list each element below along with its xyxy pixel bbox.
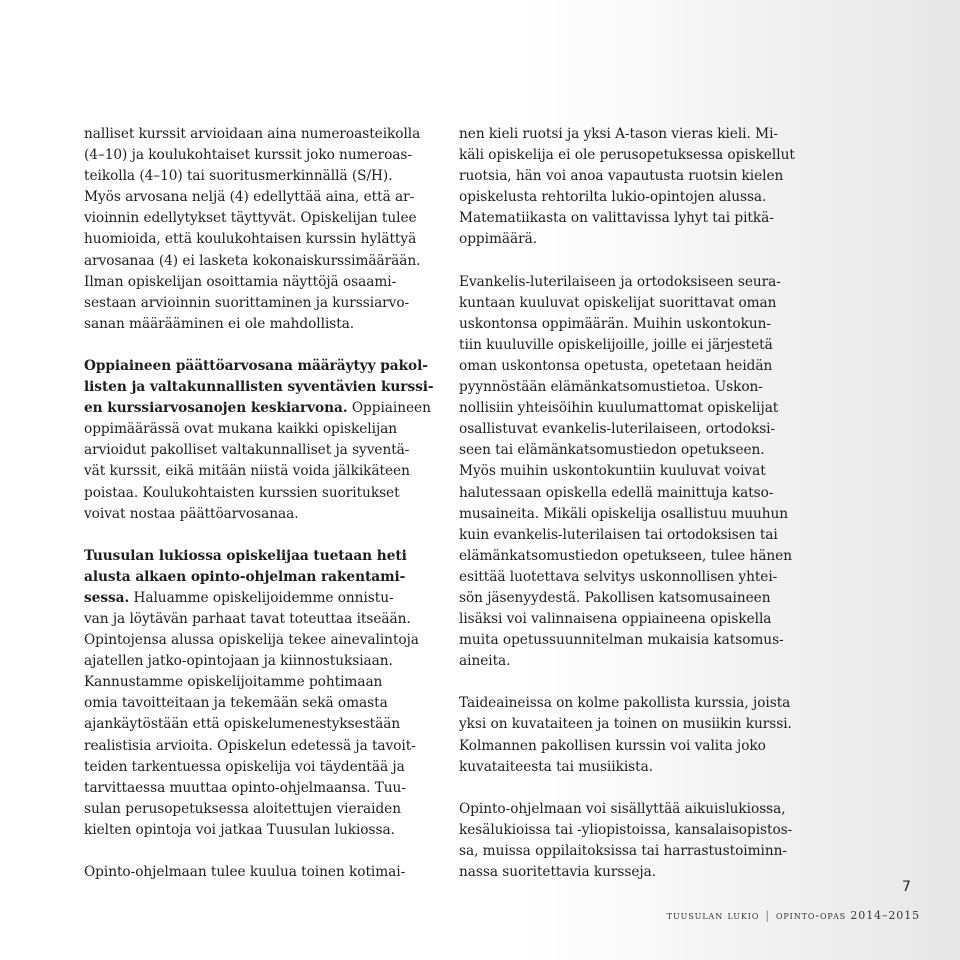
text-line: teikolla (4–10) tai suoritusmerkinnällä (S/H). bbox=[84, 168, 393, 185]
text-line: sa, muissa oppilaitoksissa tai harrastustoiminn- bbox=[459, 842, 787, 859]
footer-divider: | bbox=[765, 909, 770, 922]
lead-text: sessa. bbox=[84, 589, 130, 606]
text-line: Myös muihin uskontokuntiin kuuluvat voivat bbox=[459, 463, 766, 480]
text-line bbox=[84, 588, 418, 609]
text-line: seen tai elämänkatsomustiedon opetukseen. bbox=[459, 442, 765, 459]
text-line: Kolmannen pakollisen kurssin voi valita joko bbox=[459, 737, 766, 754]
text-line: kielten opintoja voi jatkaa Tuusulan lukiossa. bbox=[84, 821, 395, 838]
text-line: Opinto-ohjelmaan voi sisällyttää aikuislukiossa, bbox=[459, 800, 786, 817]
text-line: ajankäytöstään että opiskelumenestyksestään bbox=[84, 716, 401, 733]
lead-line: Oppiaineen päättöarvosana määräytyy pakol- bbox=[84, 357, 428, 374]
text-line: muita opetussuunnitelman mukaisia katsomus- bbox=[459, 632, 784, 649]
text-line: omia tavoitteitaan ja tekemään sekä omasta bbox=[84, 695, 388, 712]
text-line: oppimäärässä ovat mukana kaikki opiskelijan bbox=[84, 421, 398, 438]
text-line: oman uskontonsa opetusta, opetetaan heidän bbox=[459, 357, 773, 374]
text-line: nassa suoritettavia kursseja. bbox=[459, 864, 657, 880]
left-text-column bbox=[84, 124, 434, 883]
lead-text: en kurssiarvosanojen keskiarvona. bbox=[84, 400, 348, 417]
text-line: kesälukioissa tai -yliopistoissa, kansalaisopistos- bbox=[459, 821, 793, 838]
text-line: esittää luotettava selvitys uskonnollisen yhtei- bbox=[459, 568, 778, 585]
footer-guide-title: opinto-opas 2014–2015 bbox=[775, 909, 920, 922]
text-line: van ja löytävän parhaat tavat toteuttaa itseään. bbox=[84, 610, 411, 627]
text-line: teiden tarkentuessa opiskelija voi täydentää ja bbox=[84, 758, 405, 775]
text-line: kuvataiteesta tai musiikista. bbox=[459, 758, 653, 775]
text-line: uskontonsa oppimäärän. Muihin uskontokun- bbox=[459, 315, 771, 332]
text-line: pyynnöstään elämänkatsomustietoa. Uskon- bbox=[459, 379, 763, 396]
lead-line: listen ja valtakunnallisten syventävien kurssi- bbox=[84, 379, 434, 396]
text-line: Evankelis-luterilaiseen ja ortodoksiseen seura- bbox=[459, 273, 781, 290]
text-line: sön jäsenyydestä. Pakollisen katsomusaineen bbox=[459, 589, 771, 606]
text-line: arvosanaa (4) ei lasketa kokonaiskurssimäärään. bbox=[84, 252, 421, 269]
text-line: halutessaan opiskella edellä mainittuja katso- bbox=[459, 484, 774, 501]
text-line: tarvittaessa muuttaa opinto-ohjelmaansa. Tuu- bbox=[84, 779, 406, 796]
text-line: Myös arvosana neljä (4) edellyttää aina, että ar- bbox=[84, 189, 415, 206]
text-line: nollisiin yhteisöihin kuulumattomat opiskelijat bbox=[459, 400, 779, 417]
right-text-column bbox=[459, 124, 793, 883]
text-line: ajatellen jatko-opintojaan ja kiinnostuksiaan. bbox=[84, 653, 393, 670]
text-line: elämänkatsomustiedon opetukseen, tulee hänen bbox=[459, 547, 792, 564]
paragraph-student-support bbox=[84, 546, 418, 841]
body-text: Haluamme opiskelijoidemme onnistu- bbox=[129, 589, 394, 606]
text-line: poistaa. Koulukohtaisten kurssien suoritukset bbox=[84, 484, 400, 501]
page-number: 7 bbox=[902, 879, 911, 895]
text-line: oppimäärä. bbox=[459, 231, 537, 248]
text-line: sanan määrääminen ei ole mahdollista. bbox=[84, 315, 355, 332]
text-line: Opintojensa alussa opiskelija tekee ainevalintoja bbox=[84, 632, 419, 649]
text-line: käli opiskelija ei ole perusopetuksessa opiskellut bbox=[459, 147, 795, 164]
text-line: nen kieli ruotsi ja yksi A-tason vieras kieli. Mi- bbox=[459, 126, 778, 142]
running-footer bbox=[667, 909, 920, 922]
text-line: voivat nostaa päättöarvosanaa. bbox=[84, 505, 299, 522]
text-line: nalliset kurssit arvioidaan aina numeroasteikolla bbox=[84, 126, 421, 142]
footer-school-name: tuusulan lukio bbox=[666, 909, 760, 922]
text-line: Taideaineissa on kolme pakollista kurssia, joista bbox=[459, 695, 791, 712]
text-line: arvioidut pakolliset valtakunnalliset ja syventä- bbox=[84, 442, 410, 459]
text-line: kuin evankelis-luterilaisen tai ortodoksisen tai bbox=[459, 526, 778, 543]
text-line: sestaan arvioinnin suorittaminen ja kurssiarvo- bbox=[84, 294, 410, 311]
text-line: Ilman opiskelijan osoittamia näyttöjä osaami- bbox=[84, 273, 397, 290]
paragraph-other-studies bbox=[459, 799, 793, 883]
text-line: realistisia arvioita. Opiskelun edetessä ja tavoit- bbox=[84, 737, 416, 754]
paragraph-final-grade bbox=[84, 356, 434, 525]
text-line: tiin kuuluville opiskelijoille, joille ei järjestetä bbox=[459, 336, 773, 353]
text-line: vioinnin edellytykset täyttyvät. Opiskelijan tulee bbox=[84, 210, 417, 227]
paragraph-grading bbox=[84, 124, 421, 335]
text-line: Kannustamme opiskelijoitamme pohtimaan bbox=[84, 674, 383, 691]
paragraph-languages-continued bbox=[459, 124, 793, 251]
body-text: Oppiaineen bbox=[347, 400, 431, 417]
text-line: huomioida, että koulukohtaisen kurssin hylättyä bbox=[84, 231, 417, 248]
text-line: Opinto-ohjelmaan tulee kuulua toinen kotimai- bbox=[84, 864, 406, 880]
text-line: ruotsia, hän voi anoa vapautusta ruotsin kielen bbox=[459, 168, 784, 185]
text-line: kuntaan kuuluvat opiskelijat suorittavat oman bbox=[459, 294, 777, 311]
paragraph-arts bbox=[459, 693, 793, 777]
paragraph-religion bbox=[459, 272, 793, 673]
paragraph-languages bbox=[84, 862, 418, 883]
text-line: aineita. bbox=[459, 653, 511, 670]
lead-line: Tuusulan lukiossa opiskelijaa tuetaan heti bbox=[84, 547, 407, 564]
text-line: vät kurssit, eikä mitään niistä voida jälkikäteen bbox=[84, 463, 410, 480]
lead-line: alusta alkaen opinto-ohjelman rakentami- bbox=[84, 568, 406, 585]
text-line: opiskelusta rehtorilta lukio-opintojen alussa. bbox=[459, 189, 767, 206]
text-line: osallistuvat evankelis-luterilaiseen, ortodoksi- bbox=[459, 421, 776, 438]
text-line: (4–10) ja koulukohtaiset kurssit joko numeroas- bbox=[84, 147, 412, 164]
text-line: yksi on kuvataiteen ja toinen on musiikin kurssi. bbox=[459, 716, 792, 733]
text-line: sulan perusopetuksessa aloitettujen vieraiden bbox=[84, 800, 401, 817]
text-line: musaineita. Mikäli opiskelija osallistuu muuhun bbox=[459, 505, 789, 522]
text-line: lisäksi voi valinnaisena oppiaineena opiskella bbox=[459, 611, 772, 628]
text-line: Matematiikasta on valittavissa lyhyt tai pitkä- bbox=[459, 210, 774, 227]
text-line bbox=[84, 398, 431, 419]
